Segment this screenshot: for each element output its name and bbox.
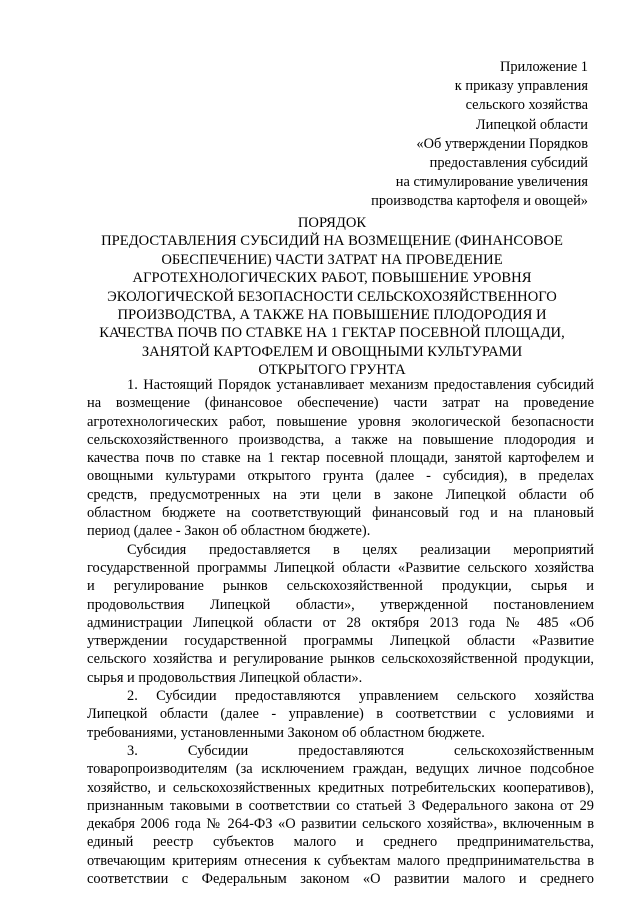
title-line: ЭКОЛОГИЧЕСКОЙ БЕЗОПАСНОСТИ СЕЛЬСКОХОЗЯЙСТВЕННОГО	[107, 288, 557, 305]
appendix-line: Приложение 1	[499, 59, 588, 75]
title-line: ОТКРЫТОГО ГРУНТА	[258, 362, 406, 379]
body-line: период (далее - Закон об областном бюджете).	[87, 523, 371, 540]
body-line: агротехнологических работ, повышение уровня экологической безопасности	[87, 413, 594, 430]
appendix-line: Липецкой области	[475, 116, 588, 133]
title-line: ПОРЯДОК	[297, 215, 367, 231]
body-line: на возмещение (финансовое обеспечение) части затрат на проведение	[87, 395, 594, 412]
body-line: 3. Субсидии предоставляются сельскохозяйственным	[127, 742, 594, 759]
paragraph-2	[87, 541, 594, 687]
body-line: утверждении государственной программы Липецкой области «Развитие	[87, 633, 594, 650]
body-line: Субсидия предоставляется в целях реализации мероприятий	[127, 541, 594, 558]
body-line: сельскохозяйственного производства, а также на повышение плодородия и	[87, 431, 594, 448]
body-line: признанным таковыми в соответствии со статьей 3 Федерального закона от 29	[87, 797, 594, 814]
body-line: качества почв по ставке на 1 гектар посевной площади, занятой картофелем и	[87, 450, 594, 467]
document-title	[70, 214, 594, 380]
body-line: государственной программы Липецкой области «Развитие сельского хозяйства	[87, 559, 594, 576]
paragraph-4	[87, 742, 594, 888]
title-line: ПРОИЗВОДСТВА, А ТАКЖЕ НА ПОВЫШЕНИЕ ПЛОДОРОДИЯ И	[117, 307, 547, 324]
title-line: КАЧЕСТВА ПОЧВ ПО СТАВКЕ НА 1 ГЕКТАР ПОСЕВНОЙ ПЛОЩАДИ,	[99, 325, 565, 342]
body-line: и регулирование рынков сельскохозяйственной продукции, сырья и	[87, 578, 594, 595]
appendix-line: к приказу управления	[454, 78, 588, 95]
body-line: продовольствия Липецкой области», утвержденной постановлением	[87, 596, 594, 613]
body-line: требованиями, установленными Законом об областном бюджете.	[87, 724, 485, 741]
body-line: 2. Субсидии предоставляются управлением сельского хозяйства	[127, 688, 594, 705]
body-line: декабря 2006 года № 264-ФЗ «О развитии сельского хозяйства», включенным в	[87, 816, 594, 833]
appendix-line: сельского хозяйства	[465, 97, 588, 114]
body-line: соответствии с Федеральным законом «О развитии малого и среднего	[87, 871, 594, 888]
title-line: ЗАНЯТОЙ КАРТОФЕЛЕМ И ОВОЩНЫМИ КУЛЬТУРАМИ	[141, 343, 523, 360]
appendix-line: «Об утверждении Порядков	[416, 135, 588, 152]
body-line: сырья и продовольствия Липецкой области».	[87, 669, 363, 686]
body-line: сельского хозяйства и регулирование рынков сельскохозяйственной продукции,	[87, 651, 594, 668]
body-line: администрации Липецкой области от 28 октября 2013 года № 485 «Об	[87, 614, 594, 631]
appendix-line: предоставления субсидий	[429, 155, 588, 172]
body-line: товаропроизводителям (за исключением граждан, ведущих личное подсобное	[87, 761, 594, 778]
title-line: ОБЕСПЕЧЕНИЕ) ЧАСТИ ЗАТРАТ НА ПРОВЕДЕНИЕ	[161, 251, 503, 268]
body-line: хозяйство, и сельскохозяйственных кредитных потребительских кооперативов),	[87, 779, 594, 796]
document-body	[87, 376, 594, 888]
body-line: отвечающим критериям отнесения к субъектам малого предпринимательства в	[87, 852, 594, 869]
appendix-header	[288, 58, 588, 212]
title-line: АГРОТЕХНОЛОГИЧЕСКИХ РАБОТ, ПОВЫШЕНИЕ УРОВНЯ	[132, 270, 532, 287]
body-line: средств, предусмотренных на эти цели в законе Липецкой области об	[87, 486, 594, 503]
appendix-line: производства картофеля и овощей»	[371, 193, 588, 210]
body-line: овощными культурами открытого грунта (далее - субсидия), в пределах	[87, 468, 594, 485]
body-line: Липецкой области (далее - управление) в соответствии с условиями и	[87, 706, 594, 723]
appendix-line: на стимулирование увеличения	[395, 174, 588, 191]
body-line: 1. Настоящий Порядок устанавливает механизм предоставления субсидий	[127, 377, 594, 393]
body-line: единый реестр субъектов малого и среднего предпринимательства,	[87, 834, 594, 851]
paragraph-1	[87, 376, 594, 541]
body-line: областном бюджете на соответствующий финансовый год и на плановый	[87, 505, 594, 522]
paragraph-3	[87, 687, 594, 742]
title-line: ПРЕДОСТАВЛЕНИЯ СУБСИДИЙ НА ВОЗМЕЩЕНИЕ (ФИНАНСОВОЕ	[101, 233, 563, 250]
